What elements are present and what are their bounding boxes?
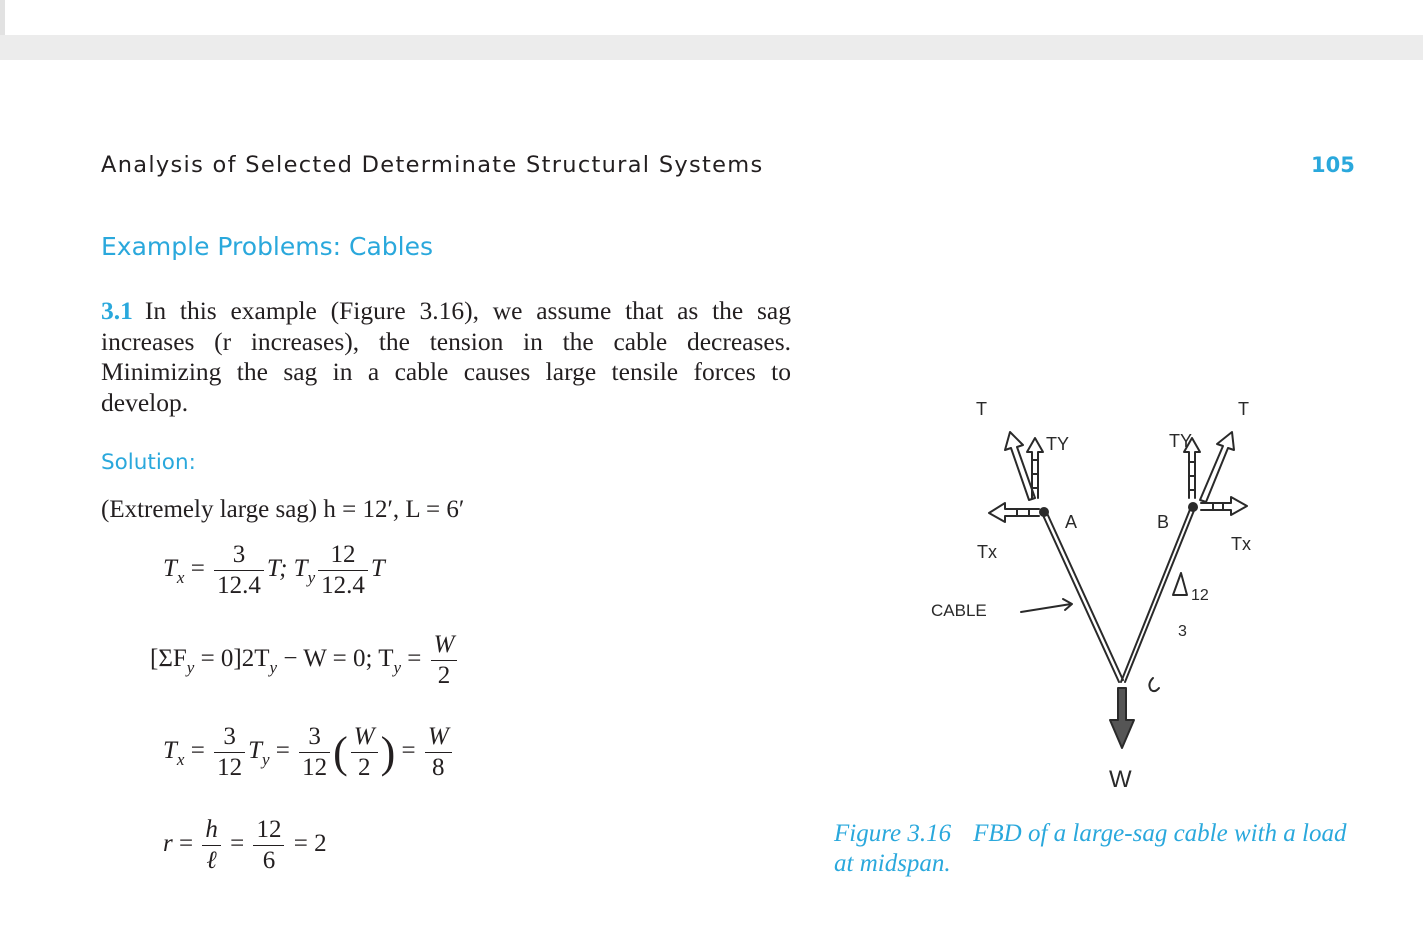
node-b-dot — [1189, 503, 1197, 511]
viewer-top-bar — [0, 0, 1423, 35]
figure-caption — [834, 819, 1354, 879]
eq3-fraction-3: $\frac{W}{2}$ — [351, 722, 378, 783]
equation-1: $T_x$ = $\frac{3}{12.4}$ T; $T_y$ $\frac{12}{12.4}$ T — [163, 541, 385, 599]
eq3-fraction-4: $\frac{W}{8}$ — [425, 722, 452, 783]
eq3-lhs: T — [163, 737, 177, 765]
eq2-sub-3: y — [393, 658, 402, 678]
equation-2 — [150, 630, 460, 691]
label-t-right: T — [1238, 399, 1249, 419]
figure-caption-label: Figure 3.16 — [834, 820, 952, 847]
eq3-fraction-1: $\frac{3}{12}$ — [214, 722, 245, 783]
eq1-lhs-sub: x — [176, 568, 185, 588]
running-head: Analysis of Selected Determinate Structural Systems — [101, 152, 764, 178]
page-separator-band — [0, 35, 1423, 60]
node-a-dot — [1040, 508, 1048, 516]
eq1-mid-sub: y — [307, 568, 316, 588]
tension-arrow-right-icon — [1200, 432, 1234, 502]
load-arrow-icon — [1110, 688, 1134, 748]
label-a: A — [1065, 512, 1078, 532]
label-slope-3: 3 — [1178, 623, 1187, 640]
label-ty-right: TY — [1169, 431, 1193, 451]
eq2-part-3: − W = 0; T — [277, 645, 394, 673]
eq2-equals: = — [401, 645, 428, 673]
problem-text: In this example (Figure 3.16), we assume that as the sag increases (r increases), the tension in the cable decreases. Minimizing the sag in a cable causes large tensile forces to develop. — [101, 296, 791, 417]
eq1-lhs: T — [163, 555, 177, 583]
eq2-sub-1: y — [186, 658, 195, 678]
eq1-fraction-1: $\frac{3}{12.4}$ — [214, 540, 264, 601]
problem-number: 3.1 — [101, 296, 133, 325]
page-number: 105 — [1311, 153, 1355, 177]
eq4-fraction-2: $\frac{12}{6}$ — [253, 815, 284, 876]
label-b: B — [1157, 512, 1170, 532]
eq2-part-2: = 0]2T — [194, 645, 270, 673]
eq2-fraction: $\frac{W}{2}$ — [431, 630, 458, 691]
eq4-fraction-1: $\frac{h}{\text{ℓ}}$ — [202, 815, 221, 876]
equation-3: $T_x$ = $\frac{3}{12}$ $T_y$ = $\frac{3}{12}$ ( $\frac{W}{2}$ ) = $\frac{W}{8}$ — [163, 722, 455, 783]
eq4-lhs: r — [163, 830, 173, 858]
problem-paragraph — [101, 296, 791, 418]
eq1-mid: T; T — [266, 555, 308, 583]
cable-left-segment — [1042, 513, 1119, 682]
label-t-left: T — [976, 399, 987, 419]
cable-left-segment-2 — [1046, 511, 1123, 680]
section-heading: Example Problems: Cables — [101, 232, 434, 261]
eq4-result: 2 — [314, 830, 327, 858]
tension-arrow-left-icon — [1005, 432, 1035, 500]
eq3-fraction-2: $\frac{3}{12}$ — [299, 722, 330, 783]
eq2-part-1: [ΣF — [150, 645, 187, 673]
label-tx-right: Tx — [1231, 534, 1251, 554]
label-tx-left: Tx — [977, 542, 997, 562]
tx-arrow-left-icon — [989, 503, 1039, 522]
given-text: (Extremely large sag) h = 12′, L = 6′ — [101, 496, 465, 523]
solution-label: Solution: — [101, 450, 196, 475]
slope-triangle-icon — [1173, 573, 1187, 595]
label-cable: CABLE — [931, 601, 987, 620]
figure-caption-text: FBD of a large-sag cable with a load at midspan. — [834, 820, 1347, 877]
eq2-sub-2: y — [269, 658, 278, 678]
eq3-mid-sub: y — [261, 750, 270, 770]
label-ty-left: TY — [1046, 434, 1070, 454]
equation-given — [101, 496, 464, 524]
eq1-rhs: T — [370, 555, 385, 583]
label-slope-12: 12 — [1191, 587, 1209, 604]
equation-4: r = $\frac{h}{\text{ℓ}}$ = $\frac{12}{6}$ = 2 — [163, 816, 327, 874]
node-c-mark — [1149, 678, 1159, 691]
eq1-fraction-2: $\frac{12}{12.4}$ — [318, 540, 368, 601]
eq3-lhs-sub: x — [176, 750, 185, 770]
label-w: W — [1109, 766, 1132, 793]
cable-fbd-figure — [925, 390, 1285, 805]
eq3-mid: T — [248, 737, 262, 765]
cable-leader-arrow-icon — [1021, 599, 1072, 612]
